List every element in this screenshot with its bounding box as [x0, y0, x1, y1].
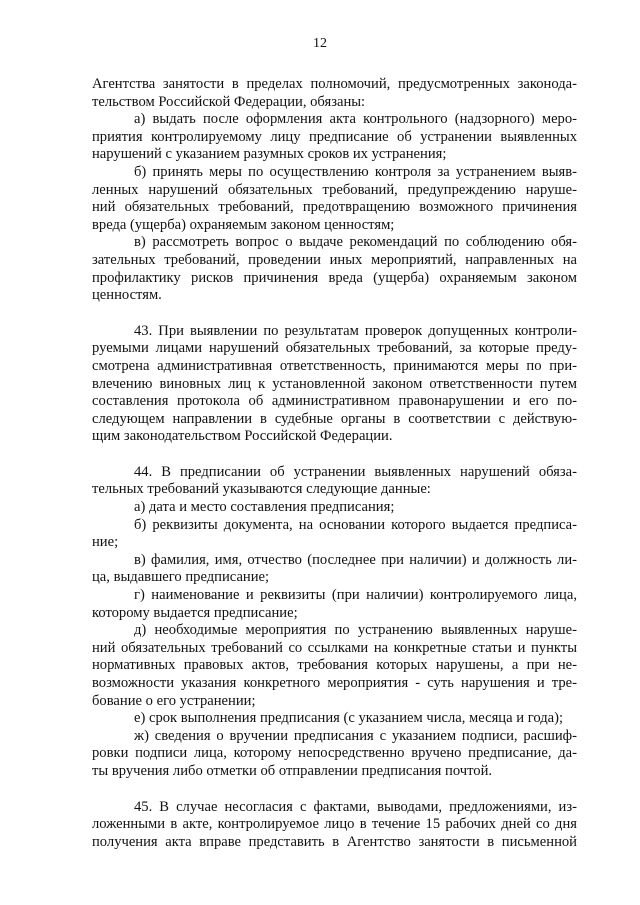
text-line: 43. При выявлении по результатам проверок допущенных контроли- — [134, 322, 577, 339]
text-line: зательных требований, проведении иных мероприятий, направленных на — [92, 251, 577, 268]
text-line: вреда (ущерба) охраняемым законом ценностям; — [92, 216, 395, 233]
text-line: ровки подписи лица, которому непосредственно вручено предписание, да- — [92, 745, 577, 762]
text-line: приятия контролируемому лицу предписание об устранении выявленных — [92, 128, 577, 145]
text-line: Агентства занятости в пределах полномочий, предусмотренных законода- — [92, 76, 577, 92]
text-line: ленных нарушений обязательных требований, предупреждению наруше- — [92, 181, 577, 198]
text-line: получения акта вправе представить в Агентство занятости в письменной — [92, 833, 577, 850]
text-line: тельством Российской Федерации, обязаны: — [92, 93, 366, 110]
text-line: руемыми лицами нарушений обязательных требований, за которые преду- — [92, 340, 577, 357]
text-line: ж) сведения о вручении предписания с указанием подписи, расшиф- — [134, 727, 577, 744]
text-line: которому выдается предписание; — [92, 604, 298, 621]
text-line: г) наименование и реквизиты (при наличии) контролируемого лица, — [134, 587, 577, 604]
document-body — [92, 76, 577, 851]
text-line: бование о его устранении; — [92, 692, 256, 709]
text-line: е) срок выполнения предписания (с указанием числа, месяца и года); — [134, 710, 564, 727]
text-line: нормативных правовых актов, требования которых нарушены, а при не- — [92, 657, 577, 674]
text-line: в) фамилия, имя, отчество (последнее при наличии) и должность ли- — [134, 551, 577, 568]
text-line: щим законодательством Российской Федерации. — [92, 428, 393, 445]
text-line: следующем направлении в судебные органы в соответствии с действую- — [92, 410, 577, 427]
page-number: 12 — [313, 36, 327, 51]
text-line: ние; — [92, 534, 119, 551]
text-line: ты вручения либо отметки об отправлении предписания почтой. — [92, 762, 493, 779]
text-line: 45. В случае несогласия с фактами, выводами, предложениями, из- — [134, 798, 577, 815]
text-line: влечению виновных лиц к установленной законом ответственности путем — [92, 375, 577, 392]
text-line: тельных требований указываются следующие данные: — [92, 481, 431, 498]
text-line: профилактику рисков причинения вреда (ущерба) охраняемым законом — [92, 269, 577, 286]
text-line: ложенными в акте, контролируемое лицо в течение 15 рабочих дней со дня — [92, 816, 577, 833]
paragraph-gap — [92, 446, 577, 464]
paragraph-gap — [92, 781, 577, 799]
text-line: ний обязательных требований, предотвращению возможного причинения — [92, 199, 577, 216]
text-line: 44. В предписании об устранении выявленных нарушений обяза- — [134, 463, 577, 480]
text-line: возможности указания конкретного мероприятия - суть нарушения и тре- — [92, 675, 577, 691]
text-line: д) необходимые мероприятия по устранению выявленных наруше- — [134, 622, 577, 639]
text-line: б) принять меры по осуществлению контроля за устранением выяв- — [134, 163, 577, 180]
text-line: ценностям. — [92, 287, 162, 304]
text-line: составления протокола об административном правонарушении и его по- — [92, 393, 577, 410]
text-line: а) выдать после оформления акта контрольного (надзорного) меро- — [134, 111, 577, 128]
text-line: а) дата и место составления предписания; — [134, 499, 395, 516]
text-line: ний обязательных требований со ссылками на конкретные статьи и пункты — [92, 639, 577, 656]
paragraph-gap — [92, 305, 577, 323]
text-line: смотрена административная ответственность, принимаются меры по при- — [92, 357, 577, 374]
text-line: нарушений с указанием разумных сроков их устранения; — [92, 146, 447, 163]
text-line: в) рассмотреть вопрос о выдаче рекомендаций по соблюдению обя- — [134, 234, 577, 251]
text-line: ца, выдавшего предписание; — [92, 569, 270, 586]
text-line: б) реквизиты документа, на основании которого выдается предписа- — [134, 516, 577, 533]
